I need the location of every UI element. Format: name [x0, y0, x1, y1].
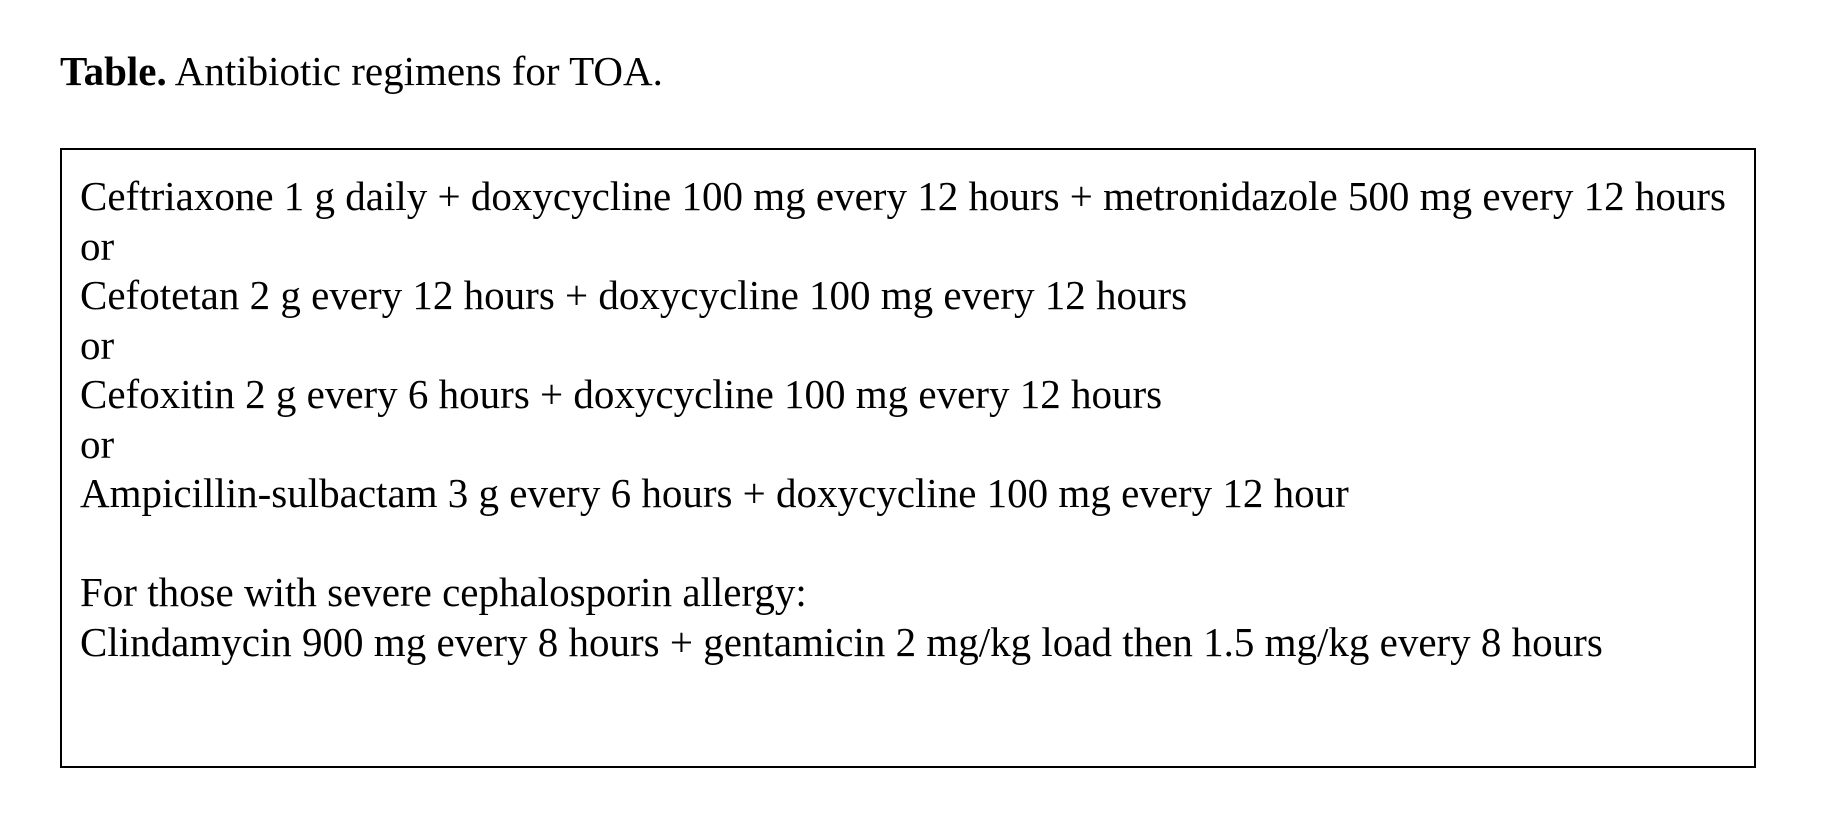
regimen-2: Cefotetan 2 g every 12 hours + doxycycline 100 mg every 12 hours	[80, 272, 1188, 318]
caption-label: Table.	[60, 48, 167, 94]
separator-3: or	[80, 420, 115, 467]
regimen-3: Cefoxitin 2 g every 6 hours + doxycycline 100 mg every 12 hours	[80, 371, 1163, 417]
regimen-list	[80, 172, 1736, 667]
regimen-1: Ceftriaxone 1 g daily + doxycycline 100 mg every 12 hours + metronidazole 500 mg every 12 hours	[80, 173, 1726, 219]
caption-text: Antibiotic regimens for TOA.	[174, 48, 663, 94]
table-caption	[60, 45, 663, 97]
separator-2: or	[80, 321, 115, 368]
regimen-4: Ampicillin-sulbactam 3 g every 6 hours + doxycycline 100 mg every 12 hour	[80, 470, 1349, 516]
regimen-table	[60, 148, 1756, 768]
separator-1: or	[80, 222, 115, 269]
allergy-regimen: Clindamycin 900 mg every 8 hours + gentamicin 2 mg/kg load then 1.5 mg/kg every 8 hours	[80, 618, 1603, 665]
blank-line	[80, 519, 1736, 569]
allergy-heading: For those with severe cephalosporin allergy:	[80, 569, 807, 615]
